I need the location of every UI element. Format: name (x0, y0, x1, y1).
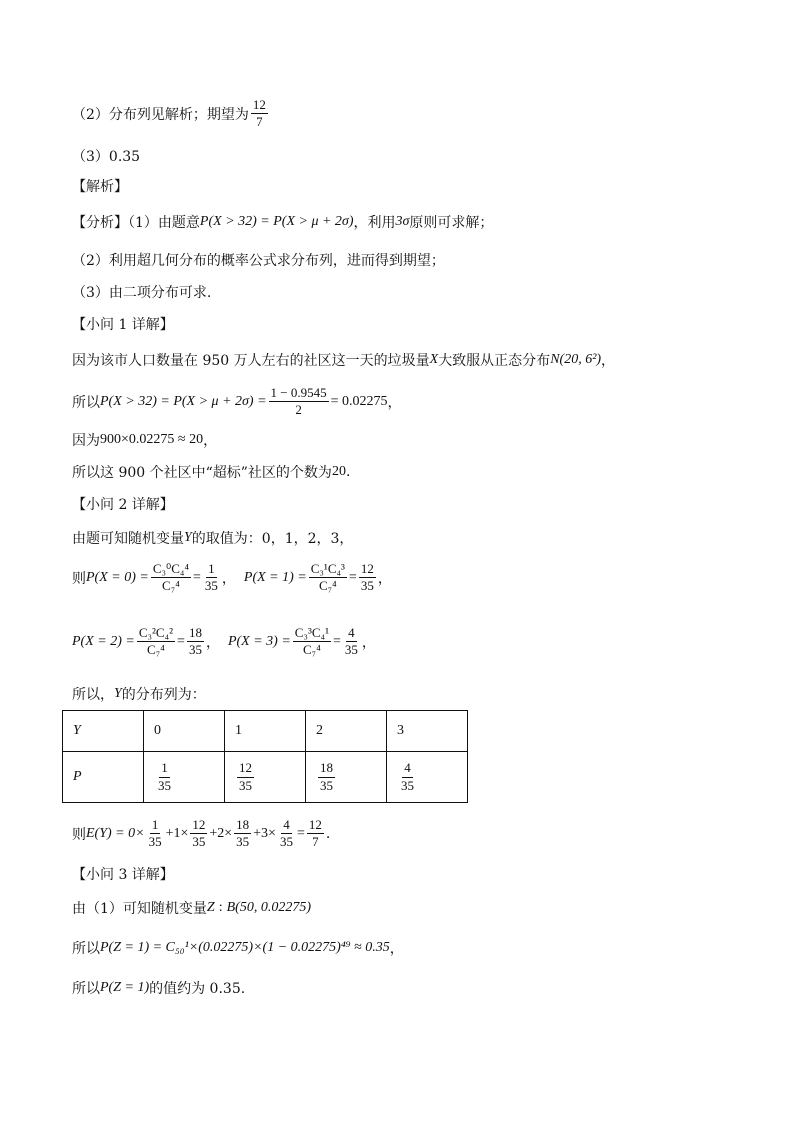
dist-intro: 所以， Y 的分布列为： (72, 686, 206, 703)
p2-result-fraction: $\frac{18}{35}$ (188, 625, 202, 658)
table-header-cell: 0 (144, 711, 225, 752)
distribution-table (62, 710, 468, 803)
q1-line-4: 所以这 900 个社区中“超标”社区的个数为 20 . (72, 464, 351, 481)
table-cell: $\frac{18}{35}$ (306, 752, 387, 803)
p0-result-fraction: $\frac{1}{35}$ (204, 561, 218, 594)
p3-result-fraction: $\frac{4}{35}$ (344, 625, 358, 658)
answer-2-fraction: $\frac{12}{7}$ (252, 97, 266, 130)
q1-line-1: 因为该市人口数量在 950 万人左右的社区这一天的垃圾量 X 大致服从正态分布 N(20, 6²) ， (72, 352, 616, 369)
fenxi-line-1: 【分析】（1）由题意 P(X > 32) = P(X > μ + 2σ) ，利用 3σ 原则可求解； (72, 214, 494, 231)
table-header-cell: 3 (387, 711, 468, 752)
prob-line-1: 则 P(X = 0) = $\frac{\text{C₃⁰C₄⁴}}{\text{C₇⁴}}$ = $\frac{1}{35}$ ， P(X = 1) = $\frac{\text{C₃¹C₄³}}{\text{C₇⁴}}$ = $\frac{12}{35}$ ， (72, 561, 392, 594)
table-cell: $\frac{12}{35}$ (225, 752, 306, 803)
p2-comb-fraction: $\frac{\text{C₃²C₄²}}{\text{C₇⁴}}$ (138, 625, 174, 658)
p1-result-fraction: $\frac{12}{35}$ (360, 561, 374, 594)
q1-line-3: 因为 900×0.02275 ≈ 20 ， (72, 432, 218, 449)
prob-line-2: P(X = 2) = $\frac{\text{C₃²C₄²}}{\text{C₇⁴}}$ = $\frac{18}{35}$ ， P(X = 3) = $\frac{\text{C₃³C₄¹}}{\text{C₇⁴}}$ = $\frac{4}{35}$ ， (72, 625, 376, 658)
table-row (63, 752, 468, 803)
fenxi-line-2: （2）利用超几何分布的概率公式求分布列，进而得到期望； (72, 253, 445, 269)
table-row-label: P (63, 752, 144, 803)
expectation-line: 则 E(Y) = 0× $\frac{1}{35}$ +1× $\frac{12}{35}$ +2× $\frac{18}{35}$ +3× $\frac{4}{35}$ = $\frac{12}{7}$ . (72, 817, 331, 850)
table-cell: $\frac{1}{35}$ (144, 752, 225, 803)
q1-line-2: 所以 P(X > 32) = P(X > μ + 2σ) = $\frac{1 - 0.9545}{2}$ = 0.02275 ， (72, 385, 402, 418)
fenxi-line-3: （3）由二项分布可求. (72, 285, 212, 301)
q3-line-1: 由（1）可知随机变量 Z : B(50, 0.02275) (72, 900, 311, 917)
q2-title: 【小问 2 详解】 (72, 497, 174, 513)
p0-comb-fraction: $\frac{\text{C₃⁰C₄⁴}}{\text{C₇⁴}}$ (152, 561, 189, 594)
p1-comb-fraction: $\frac{\text{C₃¹C₄³}}{\text{C₇⁴}}$ (310, 561, 345, 594)
q1-fraction: $\frac{1 - 0.9545}{2}$ (270, 385, 327, 418)
table-header-cell: 1 (225, 711, 306, 752)
answer-2-text: （2）分布列见解析；期望为 (72, 106, 249, 123)
p3-comb-fraction: $\frac{\text{C₃³C₄¹}}{\text{C₇⁴}}$ (294, 625, 329, 658)
answer-3-line: （3）0.35 (72, 149, 141, 165)
table-header-cell: 2 (306, 711, 387, 752)
q1-title: 【小问 1 详解】 (72, 317, 174, 333)
q3-title: 【小问 3 详解】 (72, 867, 174, 883)
table-row (63, 711, 468, 752)
q3-line-2: 所以 P(Z = 1) = C₅₀¹×(0.02275)×(1 − 0.02275)⁴⁹ ≈ 0.35 ， (72, 940, 404, 957)
jiexi-heading: 【解析】 (72, 179, 128, 195)
q3-line-3: 所以 P(Z = 1) 的值约为 0.35. (72, 980, 246, 997)
table-cell: $\frac{4}{35}$ (387, 752, 468, 803)
q2-line-1: 由题可知随机变量 Y 的取值为：0，1，2，3， (72, 530, 354, 547)
table-header-cell: Y (63, 711, 144, 752)
answer-2-line (72, 98, 270, 130)
